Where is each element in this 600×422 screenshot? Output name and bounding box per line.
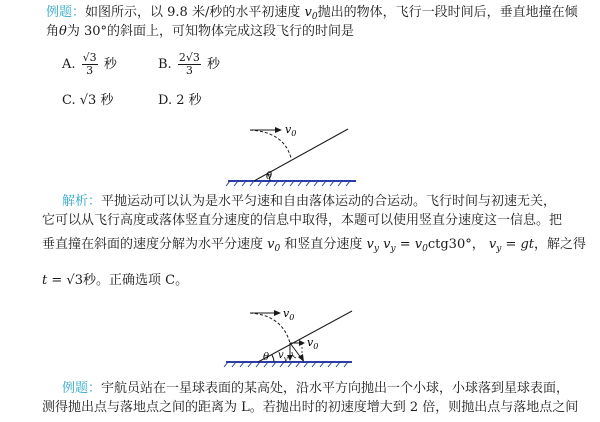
analysis-line1: 解析：平抛运动可以认为是水平匀速和自由落体运动的合运动。飞行时间与初速无关， [62,194,557,209]
v0-label-impact: $v_0$ [307,336,319,351]
option-a-fraction: $\frac{√3}{3}$ [82,51,97,77]
theta-symbol: θ [59,24,67,39]
angle-arc-2 [272,355,274,362]
vy-label: $v_y$ [278,350,288,363]
theta-label: θ [266,171,273,182]
v0-symbol: v [304,5,312,20]
impact-angle-arc [292,352,296,358]
example1-line2: 角θ为 30°的斜面上，可知物体完成这段飞行的时间是 [46,24,355,39]
analysis-label: 解析： [62,194,102,209]
vy-arrowhead [287,355,293,361]
example2-label: 例题： [62,381,102,396]
option-a: A. $\frac{√3}{3}$ 秒 [62,51,117,77]
option-c: C. √3 秒 [62,93,114,108]
example-label: 例题： [46,5,86,20]
analysis-answer: t = √3秒。正确选项 C。 [42,273,189,288]
analysis-line3: 垂直撞在斜面的速度分解为水平分速度 $v_0$ 和竖直分速度 $v_y$ $v_y = v_0ctg30^\circ$， $v_y$ = gt，解之得 [42,237,587,254]
example2-line2: 测得抛出点与落地点之间的距离为 L。若抛出时的初速度增大到 2 倍，则抛出点与落地点之间 [42,400,579,415]
v0-label: $v_0$ [285,123,297,138]
v0-label-top: $v_0$ [283,307,295,322]
option-d: D. 2 秒 [158,93,202,108]
theta-label-2: θ [263,352,270,363]
option-b-fraction: $\frac{2√3}{3}$ [178,51,200,77]
example2-line1: 例题：宇航员站在一星球表面的某高处，沿水平方向抛出一个小球，小球落到星球表面， [62,381,570,396]
v0-arrowhead-top [274,310,281,316]
analysis-line2: 它可以从飞行高度或落体竖直分速度的信息中取得，本题可以使用竖直分速度这一信息。把 [42,213,563,228]
example1-line1: 例题：如图所示，以 9.8 米/秒的水平初速度 $v_0$抛出的物体，飞行一段时间后，垂直地撞在倾 [46,5,578,22]
option-b: B. $\frac{2√3}{3}$ 秒 [158,51,220,77]
